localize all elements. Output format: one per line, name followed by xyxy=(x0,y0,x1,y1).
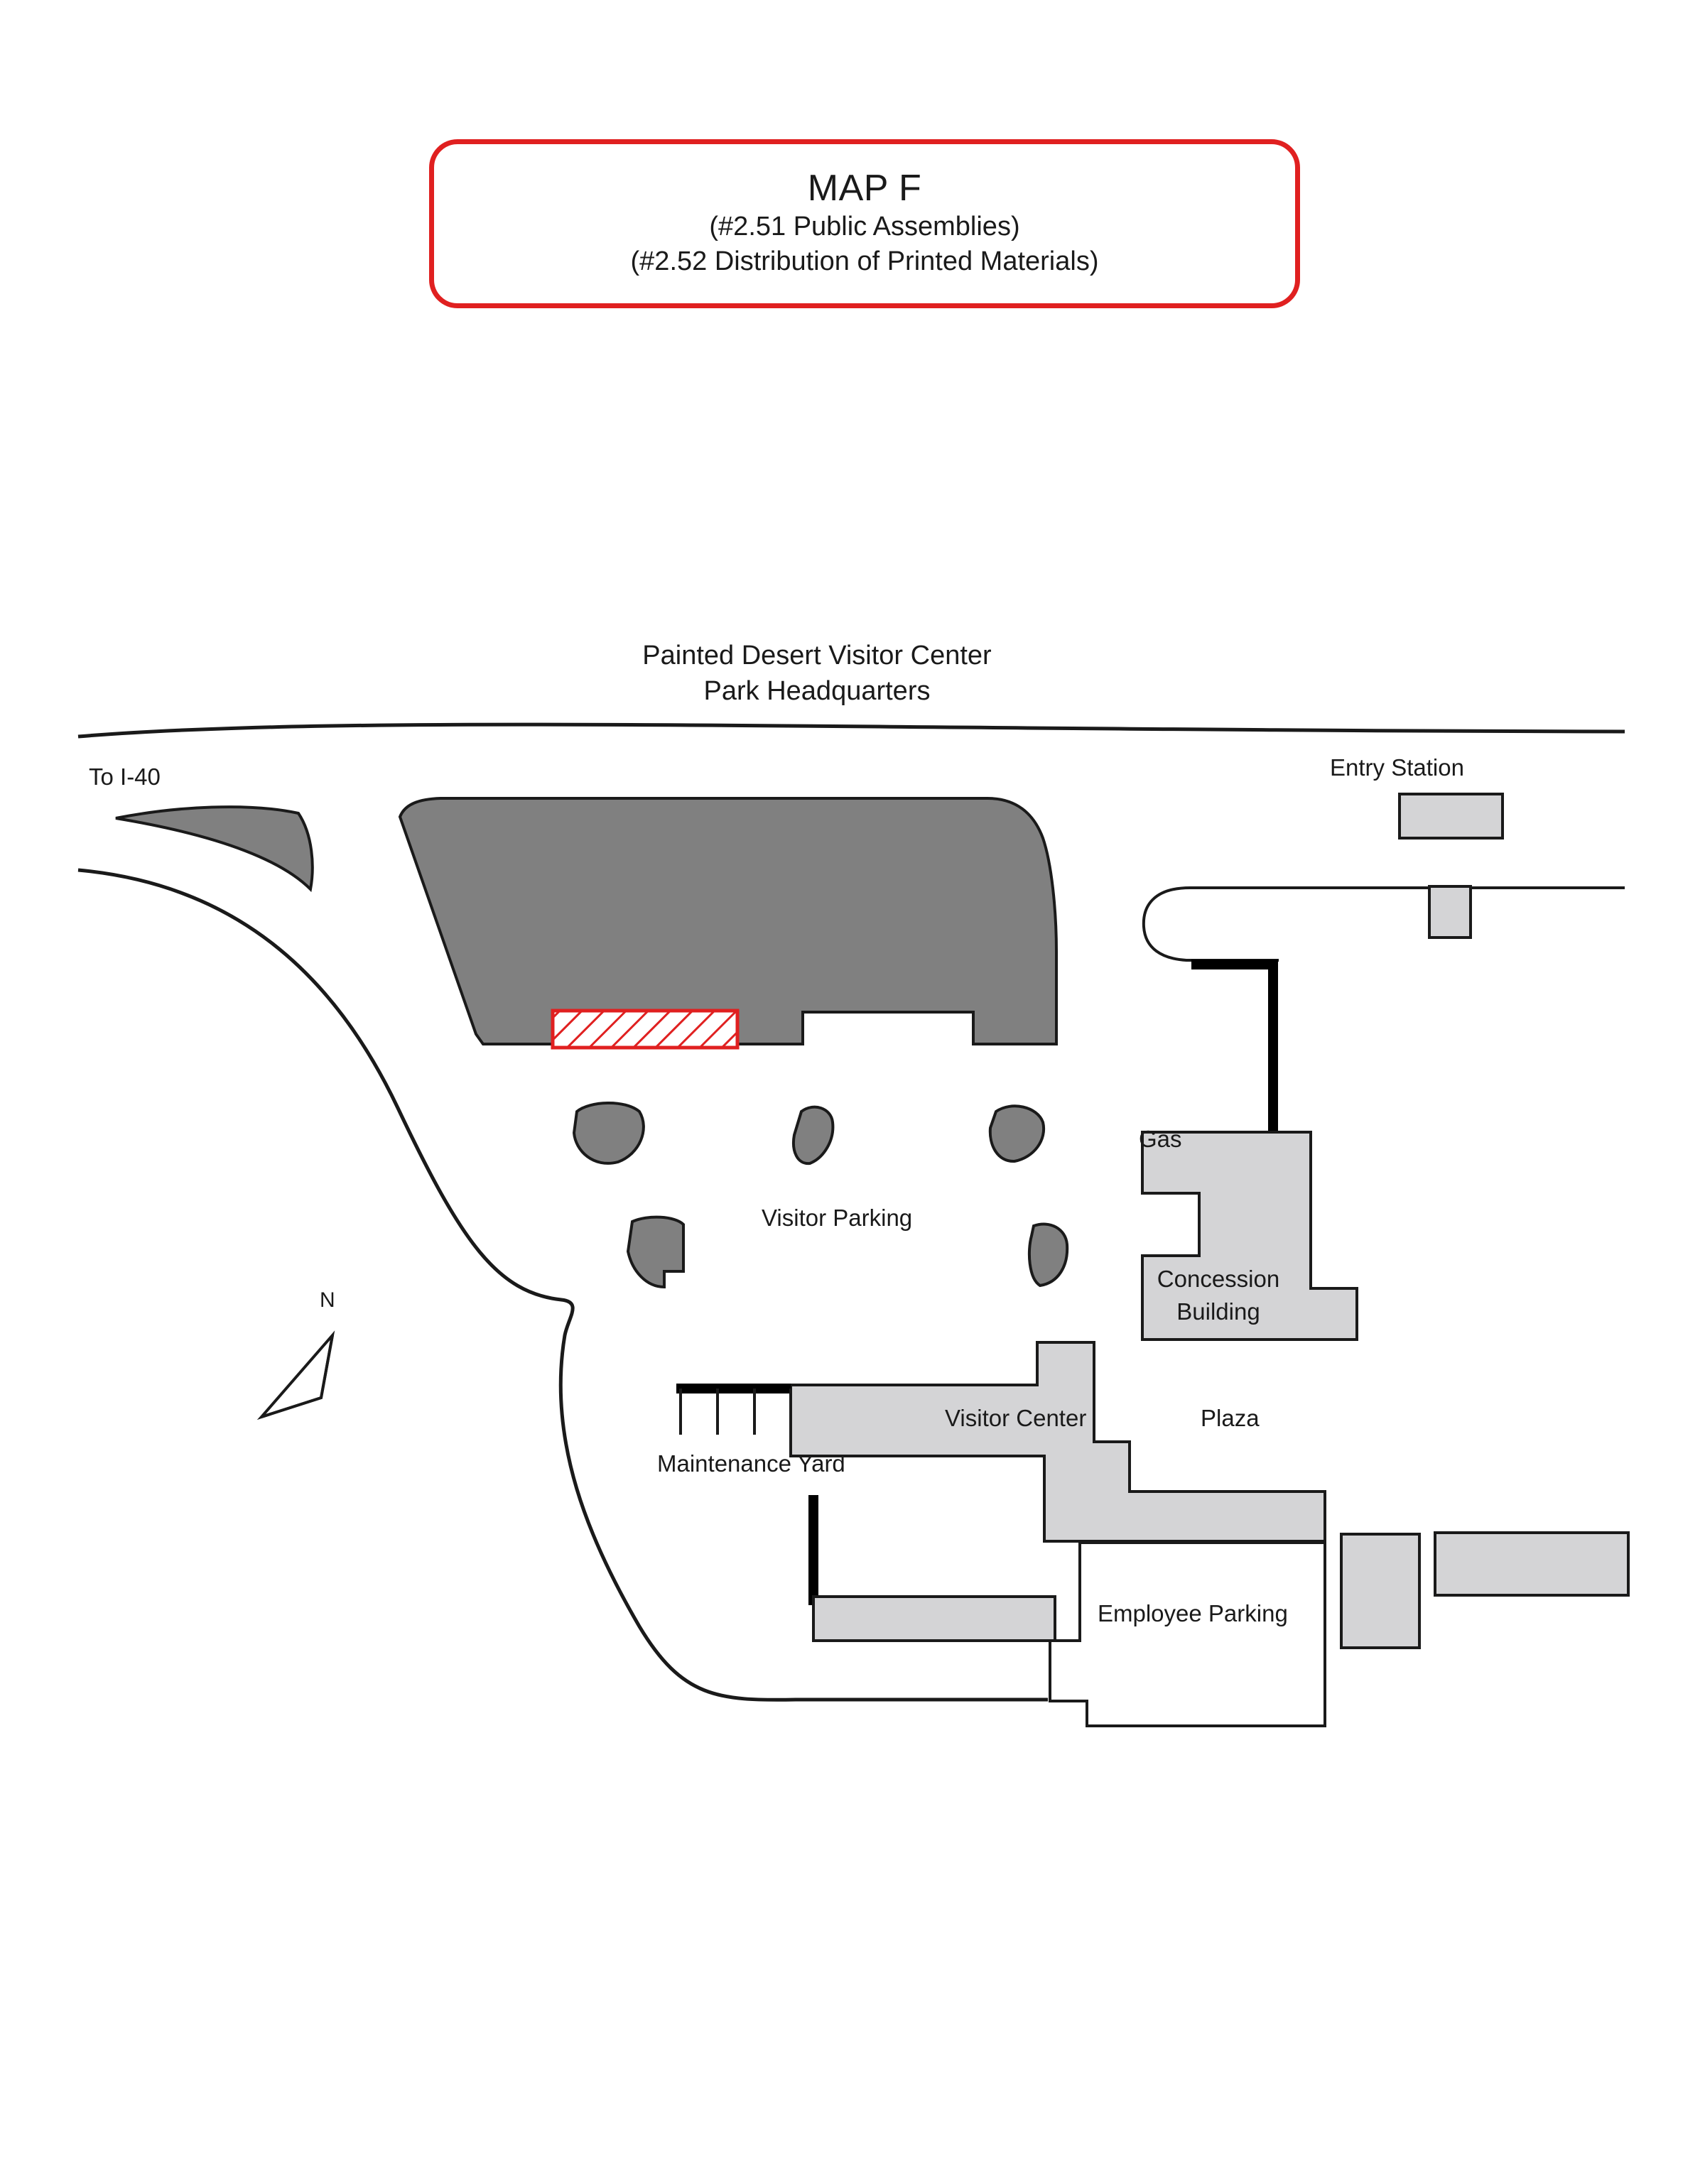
entry-median-island xyxy=(1429,886,1471,938)
map-title-heading: MAP F xyxy=(807,168,922,210)
label-visitor-parking: Visitor Parking xyxy=(762,1205,913,1231)
label-plaza: Plaza xyxy=(1201,1405,1260,1431)
visitor-center-building xyxy=(791,1342,1325,1541)
north-arrow-icon xyxy=(261,1335,332,1417)
label-concession-building-line-2: Building xyxy=(1176,1298,1260,1325)
entry-station-booth xyxy=(1400,794,1503,838)
label-north-arrow: N xyxy=(320,1288,335,1312)
label-maintenance-yard: Maintenance Yard xyxy=(657,1450,845,1477)
label-visitor-center: Visitor Center xyxy=(945,1405,1087,1431)
road-island-northwest xyxy=(116,807,313,889)
label-to-i40: To I-40 xyxy=(89,764,161,790)
outbuilding-long xyxy=(1435,1533,1628,1595)
parking-island-1 xyxy=(574,1103,644,1163)
map-area-heading-line-1: Painted Desert Visitor Center xyxy=(642,641,992,670)
designated-assembly-area xyxy=(553,1011,737,1048)
parking-island-2 xyxy=(794,1107,833,1163)
employee-parking-area xyxy=(1050,1543,1325,1726)
map-title-subtitle-1: (#2.51 Public Assemblies) xyxy=(709,211,1020,241)
entry-drive-loop xyxy=(1144,888,1625,960)
parking-island-3 xyxy=(990,1106,1044,1161)
outbuilding-small xyxy=(1341,1534,1419,1648)
service-building xyxy=(813,1597,1055,1641)
main-road-line xyxy=(78,724,1625,737)
label-gas: Gas xyxy=(1139,1126,1182,1152)
upper-parking-pavement xyxy=(400,798,1056,1044)
entry-barrier-wall xyxy=(1191,965,1273,1136)
map-area-heading-line-2: Park Headquarters xyxy=(703,676,931,707)
label-concession-building-line-1: Concession xyxy=(1157,1266,1280,1292)
maintenance-yard-fence-posts xyxy=(681,1389,791,1435)
label-employee-parking: Employee Parking xyxy=(1098,1600,1288,1626)
parking-island-4 xyxy=(628,1217,683,1287)
map-title-subtitle-2: (#2.52 Distribution of Printed Materials) xyxy=(630,246,1099,277)
label-entry-station: Entry Station xyxy=(1330,754,1464,781)
parking-island-5 xyxy=(1029,1224,1067,1286)
